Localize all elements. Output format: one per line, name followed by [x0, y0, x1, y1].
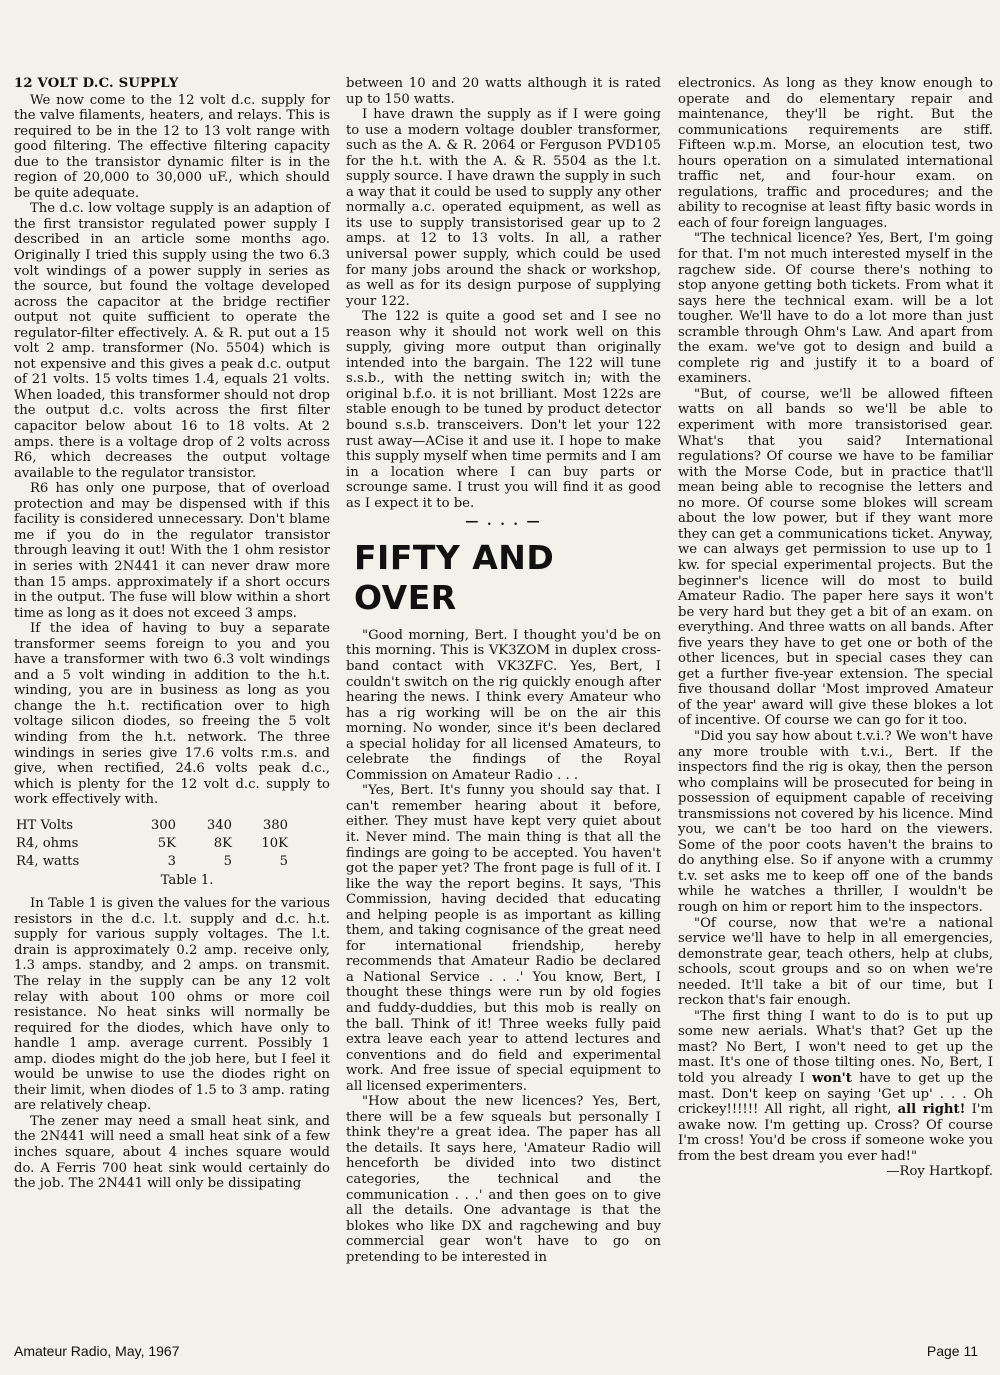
paragraph: "Did you say how about t.v.i.? We won't have any more trouble with t.v.i., Bert. If the inspectors find the rig is okay, then the person who complains will be prosecuted for being in possession of equipment capable of receiving transmissions not covered by his licence. Mind you, we can't be too hard on the viewers. Some of the poor coots haven't the brains to do anything else. So if anyone with a crummy t.v. set asks me to keep off one of the bands while he watches a thriller, I wouldn't be rough on him or report him to the inspectors. [678, 728, 993, 915]
paragraph: The d.c. low voltage supply is an adaption of the first transistor regulated power supply I described in an article some months ago. Originally I tried this supply using the two 6.3 volt windings of a power supply in series as the source, but found the voltage developed across the capacitor at the bridge rectifier output not quite sufficient to operate the regulator-filter effectively. A. & R. put out a 15 volt 2 amp. transformer (No. 5504) which is not expensive and this gives a peak d.c. output of 21 volts. 15 volts times 1.4, equals 21 volts. When loaded, this transformer should not drop the output d.c. volts across the first filter capacitor below about 16 to 18 volts. At 2 amps. there is a voltage drop of 2 volts across R6, which decreases the output voltage available to the regulator transistor. [14, 201, 330, 481]
table-cell: 5K [157, 835, 176, 851]
paragraph: "But, of course, we'll be allowed fifteen watts on all bands so we'll be able to experiment with more transistorised gear. What's that you said? International regulations? Of course we have to be familiar with the Morse Code, but in practice that'll mean being able to recognise the letters and no more. Of course some blokes will scream about the low power, but if they want more they can get a communications ticket. Anyway, we can always get permission to use up to 1 kw. for special experimental projects. But the beginner's licence will do most to build Amateur Radio. The paper here says it won't be very hard but they get a bit of an exam. on everything. And three watts on all bands. After five years they have to get one or both of the other licences, but in special cases they can get a further five-year extension. The special five thousand dollar 'Most improved Amateur of the year' award will give these blokes a lot of incentive. Of course we can go for it too. [678, 386, 993, 729]
table-cell: 10K [261, 835, 288, 851]
paragraph: I have drawn the supply as if I were going to use a modern voltage doubler transformer, such as the A. & R. 2064 or Ferguson PVD105 for the h.t. with the A. & R. 5504 as the l.t. supply source. I have drawn the supply in such a way that it could be used to supply any other normally a.c. operated equipment, as well as its use to supply transistorised gear up to 2 amps. at 12 to 13 volts. In all, a rather universal power supply, which could be used for many jobs around the shack or workshop, as well as for its design purpose of supplying your 122. [346, 107, 661, 309]
text-run: I'm awake now. I'm getting up. Cross? Of course I'm cross! You'd be cross if someone woke you from the best dream you ever had!" [678, 1102, 993, 1164]
table-cell: 5 [279, 853, 288, 869]
table-row [14, 835, 288, 853]
paragraph: "Good morning, Bert. I thought you'd be on this morning. This is VK3ZOM in duplex cross-band contact with VK3ZFC. Yes, Bert, I couldn't switch on the rig quickly enough after hearing the news. I think every Amateur who has a rig working will be on the air this morning. No wonder, since it's been declared a special holiday for all licensed Amateurs, to celebrate the findings of the Royal Commission on Amateur Radio . . . [346, 627, 661, 783]
table-cell: 3 [167, 853, 176, 869]
footer-publication: Amateur Radio, May, 1967 [14, 1343, 180, 1359]
table-row [14, 817, 288, 835]
paragraph [678, 1009, 993, 1164]
paragraph: The zener may need a small heat sink, and the 2N441 will need a small heat sink of a few inches square, about 4 inches square would do. A Ferris 700 heat sink would certainly do the job. The 2N441 will only be dissipating [14, 1113, 330, 1192]
paragraph: between 10 and 20 watts although it is rated up to 150 watts. [346, 76, 661, 107]
paragraph: The 122 is quite a good set and I see no reason why it should not work well on this supply, giving more output than originally intended into the bargain. The 122 will tune s.s.b., with the netting switch in; with the original b.f.o. it is not brilliant. Most 122s are stable enough to be tuned by product detector bound s.s.b. transceivers. Don't let your 122 rust away—ACise it and use it. I hope to make this supply myself when time permits and I am in a location where I can buy parts or scrounge same. I trust you will find it as good as I expect it to be. [346, 309, 661, 511]
table-cell: HT Volts [16, 817, 74, 833]
resistor-table [14, 817, 288, 871]
paragraph: "The technical licence? Yes, Bert, I'm going for that. I'm not much interested myself in the ragchew side. Of course there's nothing to stop anyone getting both tickets. From what it says here the technical exam. will be a lot tougher. We'll have to do a lot more than just scramble through Ohm's Law. And apart from the exam. we've got to design and build a complete rig and justify it to a board of examiners. [678, 231, 993, 387]
table-cell: R4, ohms [16, 835, 79, 851]
emphasis: all right! [897, 1102, 966, 1118]
table-cell: 5 [223, 853, 232, 869]
paragraph: "Of course, now that we're a national service we'll have to help in all emergencies, demonstrate gear, teach others, help at clubs, schools, scout groups and so on when we're needed. It'll take a bit of our time, but I reckon that's fair enough. [678, 915, 993, 1009]
section-heading: 12 VOLT D.C. SUPPLY [14, 76, 179, 91]
column-2 [346, 76, 661, 1265]
text-run: have to get up the mast. Don't keep on saying 'Get up' . . . Oh crickey!!!!!! All right, all right, [678, 1071, 993, 1118]
column-3 [678, 76, 993, 1180]
table-cell: 340 [206, 817, 232, 833]
paragraph: electronics. As long as they know enough to operate and do elementary repair and maintenance, they'll be right. But the communications requirements are stiff. Fifteen w.p.m. Morse, an elocution test, two hours operation on a simulated international traffic net, and four-hour exam. on regulations, traffic and procedures; and the ability to recognise at least fifty basic words in each of four foreign languages. [678, 76, 993, 231]
paragraph: "How about the new licences? Yes, Bert, there will be a few squeals but personally I think they're a great idea. The paper has all the details. It says here, 'Amateur Radio will henceforth be divided into two distinct categories, the technical and the communication . . .' and then goes on to give all the details. One advantage is that the blokes who like DX and ragchewing and buy commercial gear won't have to go on pretending to be interested in [346, 1094, 661, 1265]
section-divider: — . . . — [465, 514, 542, 530]
table-cell: 300 [150, 817, 176, 833]
paragraph: "Yes, Bert. It's funny you should say that. I can't remember hearing about it before, either. They must have kept very quiet about it. Never mind. The main thing is that all the findings are going to be accepted. You haven't got the paper yet? The front page is full of it. I like the way the report begins. It says, 'This Commission, having decided that educating and helping people is as important as killing them, and taking cognisance of the great need for international friendship, hereby recommends that Amateur Radio be declared a National Service . . .' You know, Bert, I thought these things were run by old fogies and fuddy-duddies, but this mob is really on the ball. Think of it! Three weeks fully paid extra leave each year to attend lectures and conventions and do field and experimental work. And free issue of special equipment to all licensed experimenters. [346, 783, 661, 1094]
footer-page-number: Page 11 [926, 1343, 978, 1359]
text-run: "The first thing I want to do is to put up some new aerials. What's that? Get up the mast? No Bert, I won't need to get up the mast. It's one of those tilting ones. No, Bert, I told you already I [678, 1008, 993, 1086]
article-title: FIFTY AND OVER [354, 537, 555, 617]
table-cell: R4, watts [16, 853, 80, 869]
author-signature: —Roy Hartkopf. [886, 1164, 993, 1180]
emphasis: won't [811, 1071, 852, 1086]
paragraph: We now come to the 12 volt d.c. supply for the valve filaments, heaters, and relays. This is required to be in the 12 to 13 volt range with good filtering. The effective filtering capacity due to the transistor dynamic filter is in the region of 20,000 to 30,000 uF., which should be quite adequate. [14, 92, 330, 201]
table-row [14, 853, 288, 871]
table-caption: Table 1. [160, 872, 214, 888]
column-1 [14, 76, 330, 1192]
paragraph: If the idea of having to buy a separate transformer seems foreign to you and you have a transformer with two 6.3 volt windings and a 5 volt winding in addition to the h.t. winding, you are in business as long as you change the h.t. rectification over to high voltage silicon diodes, so freeing the 5 volt winding from the h.t. network. The three windings in series give 17.6 volts r.m.s. and give, when rectified, 24.6 volts peak d.c., which is plenty for the 12 volt d.c. supply to work effectively with. [14, 621, 330, 808]
paragraph: R6 has only one purpose, that of overload protection and may be dispensed with if this facility is considered unnecessary. Don't blame me if you do in the regulator transistor through leaving it out! With the 1 ohm resistor in series with 2N441 it can never draw more than 15 amps. approximately if a short occurs in the output. The fuse will blow within a short time as long as it does not exceed 3 amps. [14, 481, 330, 621]
table-cell: 380 [262, 817, 288, 833]
table-cell: 8K [213, 835, 232, 851]
paragraph: In Table 1 is given the values for the various resistors in the d.c. l.t. supply and d.c. h.t. supply for various supply voltages. The l.t. drain is approximately 0.2 amp. receive only, 1.3 amps. standby, and 2 amps. on transmit. The relay in the supply can be any 12 volt relay with about 100 ohms or more coil resistance. No heat sinks will normally be required for the diodes, which have only to handle 1 amp. average current. Possibly 1 amp. diodes might do the job here, but I feel it would be unwise to use the diodes right on their limit, when diodes of 1.5 to 3 amp. rating are relatively cheap. [14, 896, 330, 1114]
